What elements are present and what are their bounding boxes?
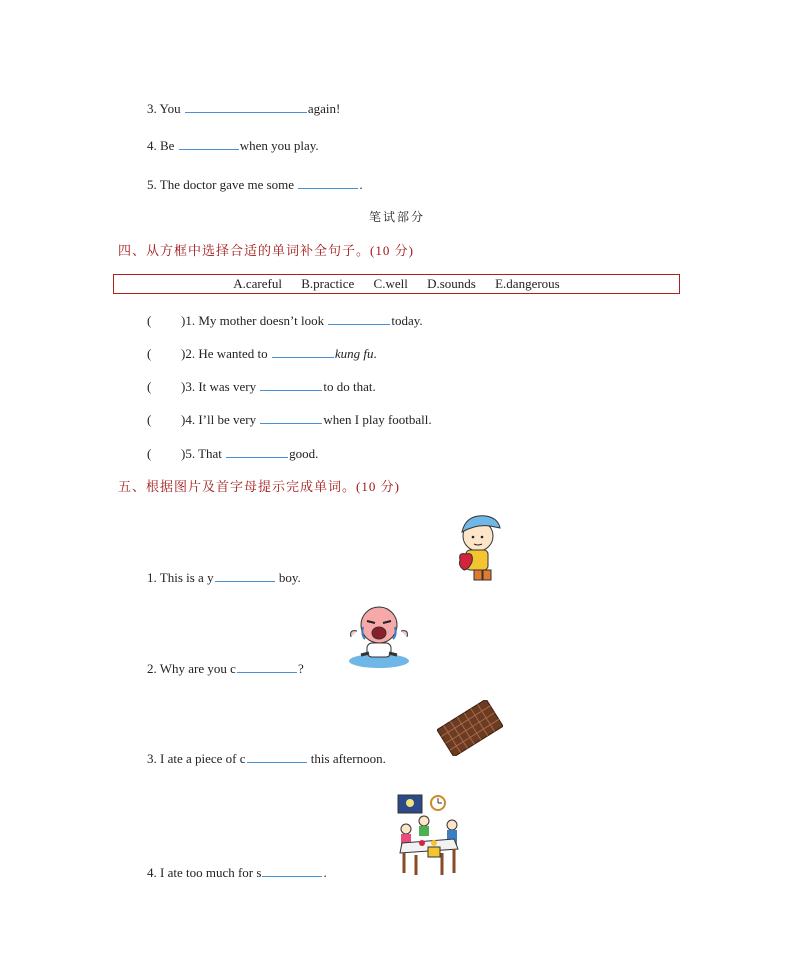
s5-question-4: 4. I ate too much for s . [147,865,327,880]
option-c: C.well [373,276,408,291]
answer-paren[interactable]: ( [147,313,152,328]
question-3-prev: 3. You again! [147,101,341,116]
s4-question-3: ( )3. It was very to do that. [147,379,376,394]
answer-paren[interactable]: ( [147,379,152,394]
question-4-prev: 4. Be when you play. [147,138,319,153]
s4-question-2: ( )2. He wanted to kung fu. [147,346,377,361]
answer-blank[interactable] [260,411,322,424]
question-5-prev: 5. The doctor gave me some . [147,177,363,192]
answer-blank[interactable] [262,864,322,877]
answer-paren[interactable]: ( [147,346,152,361]
s4-question-4: ( )4. I’ll be very when I play football. [147,412,432,427]
s5-question-2: 2. Why are you c ? [147,661,304,676]
answer-blank[interactable] [260,378,322,391]
answer-blank[interactable] [226,445,288,458]
answer-blank[interactable] [215,569,275,582]
answer-blank[interactable] [298,176,358,189]
s4-question-5: ( )5. That good. [147,446,319,461]
written-part-title: 笔试部分 [368,210,425,224]
family-dinner-image [392,793,464,877]
word-bank-box [113,274,680,294]
answer-paren[interactable]: ( [147,446,152,461]
option-a: A.careful [233,276,282,291]
chocolate-bar-image [437,700,503,756]
answer-blank[interactable] [237,660,297,673]
crying-baby-image [343,603,415,671]
young-boy-image [452,510,504,585]
section-5-heading: 五、根据图片及首字母提示完成单词。(10 分) [118,479,400,494]
s5-question-1: 1. This is a y boy. [147,570,301,585]
answer-blank[interactable] [272,345,334,358]
option-b: B.practice [301,276,355,291]
s4-question-1: ( )1. My mother doesn’t look today. [147,313,423,328]
option-e: E.dangerous [495,276,560,291]
answer-blank[interactable] [185,100,307,113]
section-4-heading: 四、从方框中选择合适的单词补全句子。(10 分) [118,243,414,258]
answer-blank[interactable] [328,312,390,325]
answer-blank[interactable] [179,137,239,150]
option-d: D.sounds [427,276,476,291]
answer-paren[interactable]: ( [147,412,152,427]
s5-question-3: 3. I ate a piece of c this afternoon. [147,751,386,766]
answer-blank[interactable] [247,750,307,763]
